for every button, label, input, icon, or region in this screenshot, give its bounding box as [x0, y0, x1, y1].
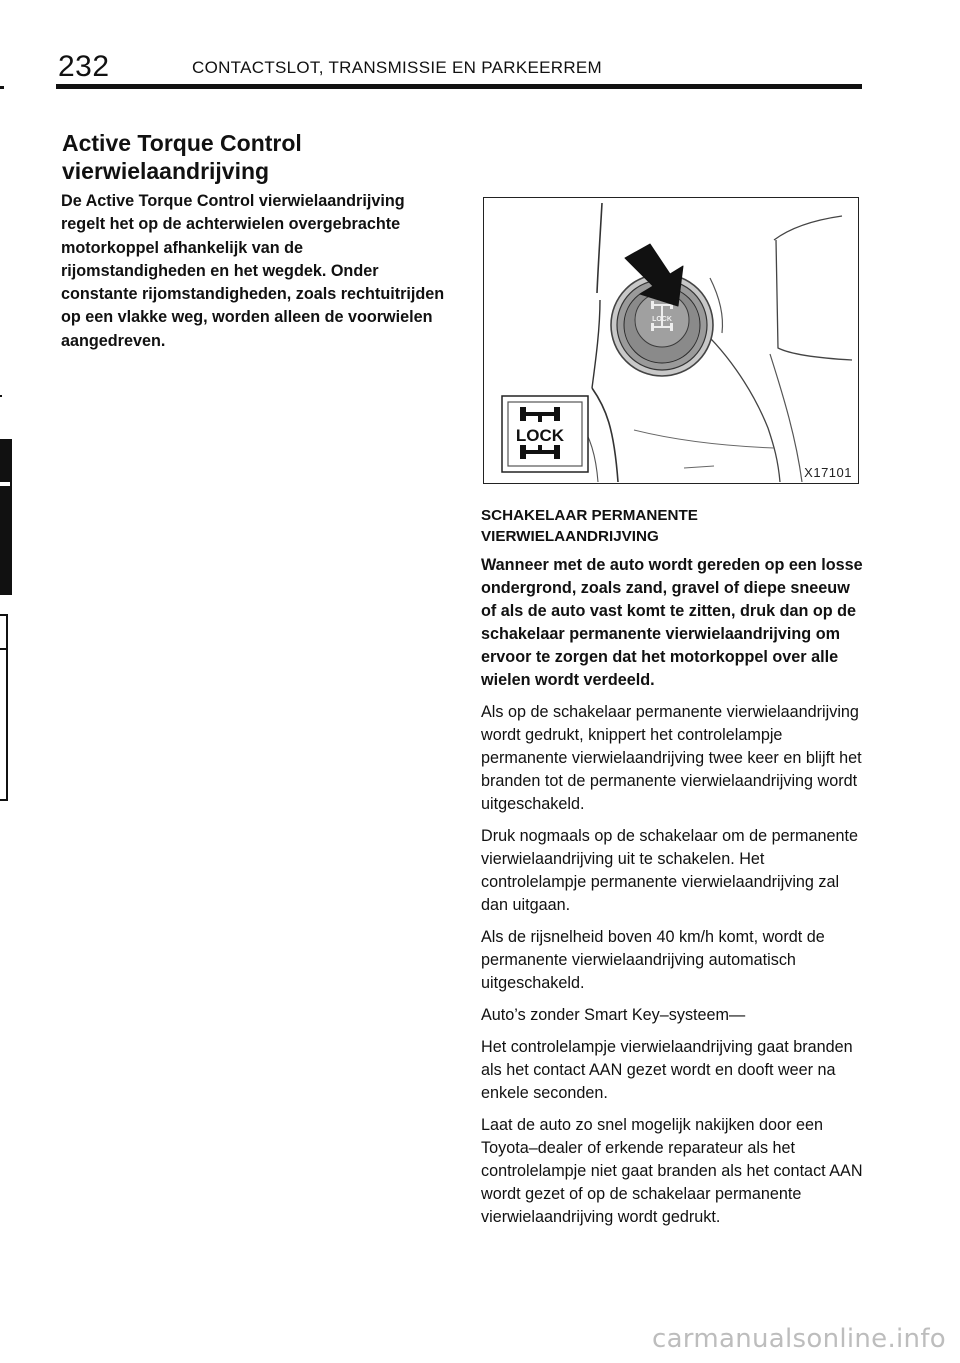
switch-heading [481, 505, 865, 547]
dashboard-drawing [484, 198, 857, 482]
edge-tab-divider [0, 648, 8, 650]
button-lock-label: LOCK [652, 316, 672, 323]
paragraph-indicator-blink: Als op de schakelaar permanente vierwielaandrijving wordt gedrukt, knippert het controlelampje permanente vierwielaandrijving twee keer en blijft het branden tot de permanente vierwielaandrijving wordt uitgeschakeld. [481, 703, 862, 813]
section-title-line-2: vierwielaandrijving [62, 158, 270, 184]
edge-tab-inner [0, 482, 10, 486]
paragraph-no-smart-key: Auto’s zonder Smart Key–systeem— [481, 1006, 746, 1024]
running-head: CONTACTSLOT, TRANSMISSIE EN PARKEERREM [192, 58, 603, 77]
paragraph-speed-limit: Als de rijsnelheid boven 40 km/h komt, wordt de permanente vierwielaandrijving automatisch uitgeschakeld. [481, 928, 825, 992]
section-title-line-1: Active Torque Control [62, 130, 302, 156]
figure-code: X17101 [804, 465, 852, 480]
switch-heading-line-1: SCHAKELAAR PERMANENTE [481, 507, 698, 524]
section-title [62, 129, 402, 185]
paragraph-switch-off: Druk nogmaals op de schakelaar om de permanente vierwielaandrijving uit te schakelen. Het controlelampje permanente vierwielaandrijving zal dan uitgaan. [481, 827, 859, 914]
page-number: 232 [58, 50, 110, 83]
edge-tab-outline [0, 614, 8, 801]
header-rule [56, 84, 862, 89]
switch-heading-line-2: VIERWIELAANDRIJVING [481, 528, 659, 545]
watermark: carmanualsonline.info [651, 1324, 946, 1354]
right-column [481, 505, 865, 1238]
usage-instruction: Wanneer met de auto wordt gereden op een losse ondergrond, zoals zand, gravel of diepe sneeuw of als de auto vast komt te zitten, druk dan op de schakelaar permanente vierwielaandrijving om ervoor te zorgen dat het motorkoppel over alle wielen wordt verdeeld. [481, 556, 863, 689]
indicator-lock-label: LOCK [515, 426, 565, 445]
intro-paragraph: De Active Torque Control vierwielaandrijving regelt het op de achterwielen overgebrachte motorkoppel afhankelijk van de rijomstandigheden en het wegdek. Onder constante rijomstandigheden, zoals rechtuitrijden op een vlakke weg, worden alleen de voorwielen aangedreven. [61, 192, 445, 350]
paragraph-indicator-check: Het controlelampje vierwielaandrijving gaat branden als het contact AAN gezet wordt en dooft weer na enkele seconden. [481, 1038, 853, 1102]
paragraph-dealer-advice: Laat de auto zo snel mogelijk nakijken door een Toyota–dealer of erkende reparateur als het controlelampje niet gaat branden als het contact AAN wordt gezet of op de schakelaar permanente vierwielaandrijving wordt gedrukt. [481, 1116, 863, 1226]
edge-tab-bar [0, 439, 12, 595]
edge-mark-dot [0, 395, 2, 397]
switch-illustration [483, 197, 859, 484]
edge-mark-top [0, 86, 4, 89]
